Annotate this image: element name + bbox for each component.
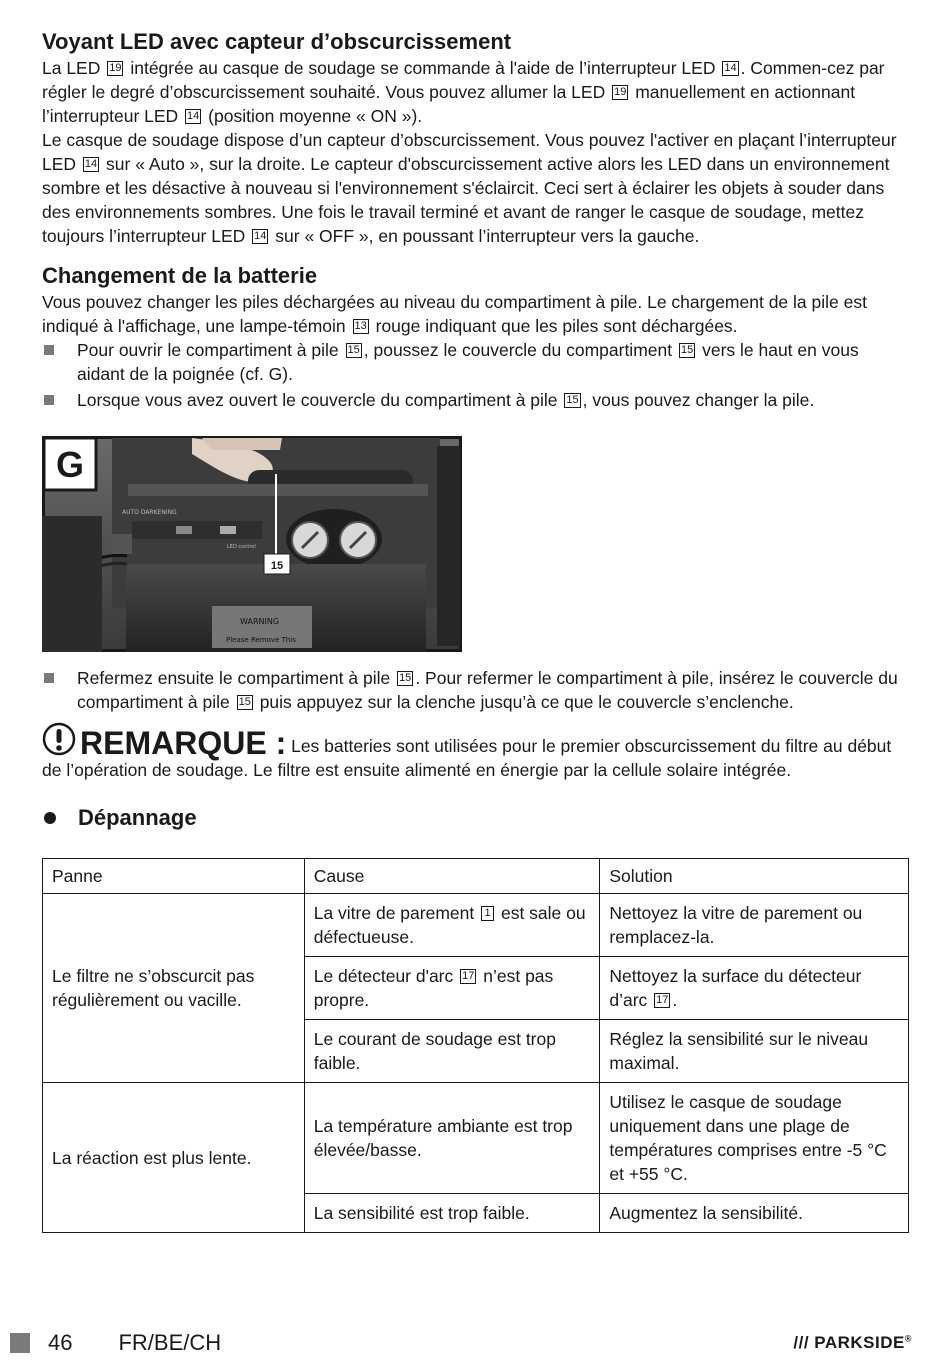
bullet-square-icon [44, 395, 54, 405]
header-cause: Cause [304, 859, 600, 894]
table-row [43, 894, 909, 957]
cell-solution: Augmentez la sensibilité. [600, 1194, 909, 1233]
reference-number-badge: 13 [354, 320, 367, 332]
reference-number-badge: 15 [347, 344, 360, 356]
cell-solution: Utilisez le casque de soudage uniquement dans une plage de températures comprises entre -5 °C et +55 °C. [600, 1083, 909, 1194]
reference-number-badge: 15 [399, 672, 412, 684]
paragraph-led-2: Le casque de soudage dispose d’un capteur d’obscurcissement. Vous pouvez l'activer en plaçant l’interrupteur LED 14 sur « Auto », sur la droite. Le capteur d'obscurcissement active alors les LED dans un environnement sombre et les désactive à nouveau si l'environnement s'éclaircit. Ceci sert à éclairer les objets à souder dans des environnements sombres. Une fois le travail terminé et avant de ranger le casque de soudage, mettez toujours l’interrupteur LED 14 sur « OFF », en poussant l’interrupteur vers la gauche. [42, 130, 897, 246]
reference-number-badge: 14 [84, 158, 98, 170]
cell-cause: La température ambiante est trop élevée/basse. [304, 1083, 600, 1194]
photo-label-warning-sub: Please Remove This [226, 636, 296, 644]
figure-letter: G [55, 444, 85, 485]
footer [10, 1330, 912, 1356]
exclamation-circle-icon [42, 722, 76, 756]
brand-logo: /// PARKSIDE® [793, 1333, 912, 1352]
remark-block [42, 722, 908, 782]
cell-solution: Réglez la sensibilité sur le niveau maximal. [600, 1020, 909, 1083]
reference-number-badge: 15 [238, 696, 251, 708]
bullet-item: Refermez ensuite le compartiment à pile 15 . Pour refermer le compartiment à pile, insérez le couvercle du compartiment à pile 15 puis appuyez sur la clenche jusqu’à ce que le couvercle s’enclenche. [42, 666, 908, 714]
page [42, 28, 908, 1233]
reference-number-badge: 14 [724, 62, 737, 74]
reference-number-badge: 17 [462, 970, 475, 982]
reference-number-badge: 14 [187, 110, 200, 122]
figure-callout: 15 [270, 560, 284, 572]
cell-solution: Nettoyez la vitre de parement ou remplacez-la. [600, 894, 909, 957]
cell-panne: Le filtre ne s’obscurcit pas régulièrement ou vacille. [43, 894, 305, 1083]
footer-square-icon [10, 1333, 30, 1353]
cell-cause: La vitre de parement 1 est sale ou défectueuse. [304, 894, 600, 957]
photo-label-warning: WARNING [240, 617, 280, 626]
troubleshooting-table [42, 858, 909, 1233]
cell-panne: La réaction est plus lente. [43, 1083, 305, 1233]
reference-number-badge: 14 [254, 230, 267, 242]
reference-number-badge: 15 [680, 344, 694, 356]
language-codes: FR/BE/CH [118, 1330, 222, 1355]
figure-g [42, 436, 462, 652]
table-row [43, 1083, 909, 1194]
paragraph-battery: Vous pouvez changer les piles déchargées au niveau du compartiment à pile. Le chargement de la pile est indiqué à l'affichage, une lampe-témoin 13 rouge indiquant que les piles sont déchargées. [42, 292, 867, 336]
header-solution: Solution [600, 859, 909, 894]
reference-number-badge: 1 [481, 906, 494, 921]
bullet-item: Lorsque vous avez ouvert le couvercle du compartiment à pile 15 , vous pouvez changer la pile. [42, 388, 908, 412]
section-title-battery: Changement de la batterie [42, 263, 318, 288]
bullet-dot-icon [44, 812, 56, 824]
reference-number-badge: 19 [109, 62, 122, 74]
reference-number-badge: 15 [566, 394, 579, 406]
header-panne: Panne [43, 859, 305, 894]
bullet-square-icon [44, 673, 54, 683]
photo-label-auto: AUTO DARKENING [122, 509, 177, 516]
photo-label-led: LED control [227, 544, 256, 550]
cell-cause: Le détecteur d'arc 17 n’est pas propre. [304, 957, 600, 1020]
cell-cause: La sensibilité est trop faible. [304, 1194, 600, 1233]
reference-number-badge: 17 [656, 994, 669, 1006]
reference-number-badge: 19 [614, 86, 627, 98]
battery-compartment-photo [42, 436, 462, 652]
table-header-row [43, 859, 909, 894]
depannage-heading [42, 804, 908, 832]
section-title-led: Voyant LED avec capteur d’obscurcissement [42, 29, 512, 54]
page-number: 46 [48, 1330, 73, 1355]
remark-heading: REMARQUE : [80, 725, 287, 761]
bullet-item: Pour ouvrir le compartiment à pile 15 , poussez le couvercle du compartiment 15 vers le haut en vous aidant de la poignée (cf. G). [42, 338, 908, 386]
paragraph-led-1: La LED 19 intégrée au casque de soudage se commande à l'aide de l’interrupteur LED 14 . Commen-cez par régler le degré d’obscurcissement souhaité. Vous pouvez allumer la LED 19 manuellement en actionnant l’interrupteur LED 14 (position moyenne « ON »). [42, 58, 885, 126]
bullet-square-icon [44, 345, 54, 355]
remark-text: Les batteries sont utilisées pour le premier obscurcissement du filtre au début de l’opération de soudage. Le filtre est ensuite alimenté en énergie par la cellule solaire intégrée. [42, 736, 892, 780]
cell-cause: Le courant de soudage est trop faible. [304, 1020, 600, 1083]
cell-solution: Nettoyez la surface du détecteur d’arc 17 . [600, 957, 909, 1020]
section-title-depannage: Dépannage [78, 805, 197, 830]
